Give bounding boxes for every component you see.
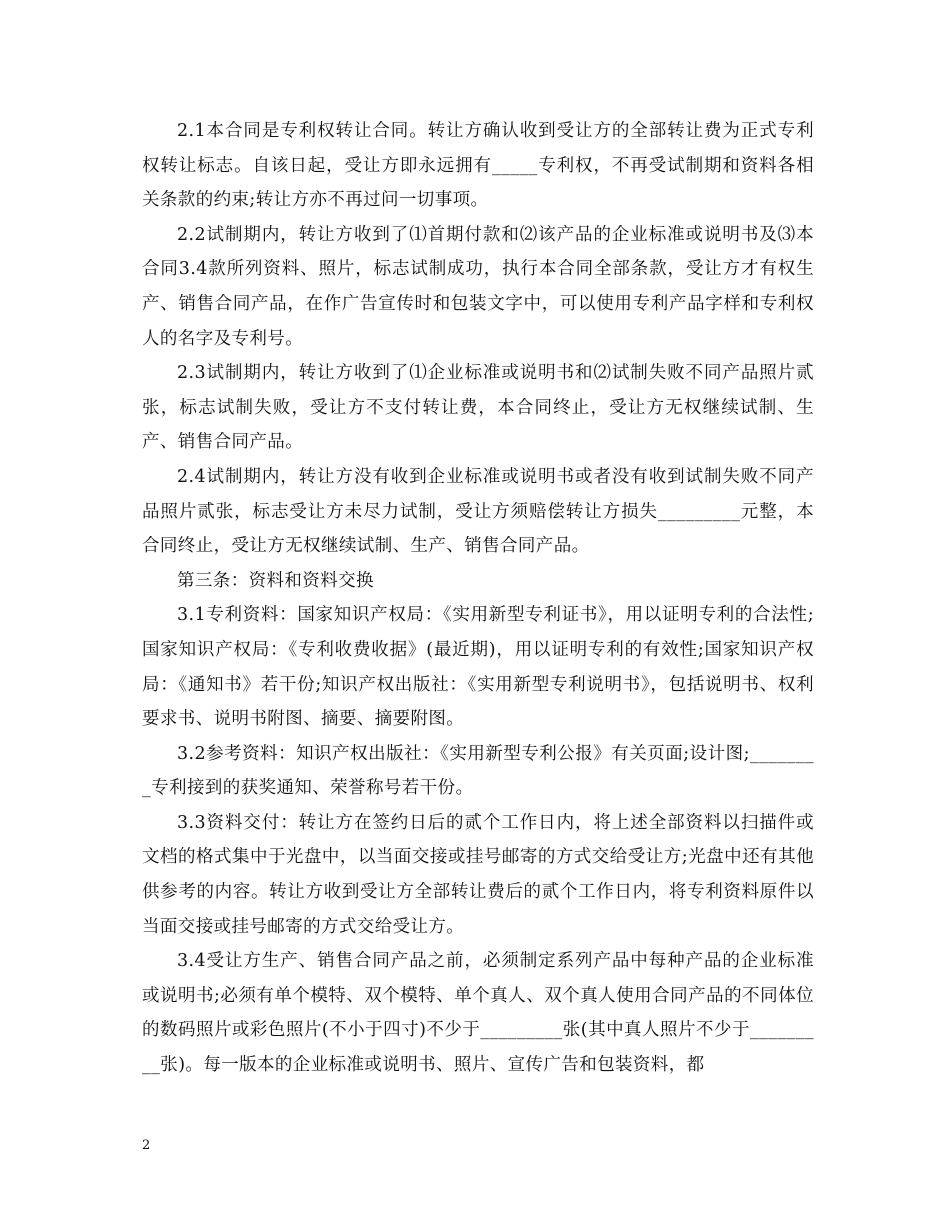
clause-3-1-paragraph: 3.1专利资料：国家知识产权局：《实用新型专利证书》，用以证明专利的合法性;国家知识产权局：《专利收费收据》(最近期)，用以证明专利的有效性;国家知识产权局：《通知书》若干份;知识产权出版社：《实用新型专利说明书》，包括说明书、权利要求书、说明书附图、摘要、摘要附图。 [142,605,814,730]
clause-3-2-paragraph: 3.2参考资料：知识产权出版社：《实用新型专利公报》有关页面;设计图;________专利接到的获奖通知、荣誉称号若干份。 [142,743,814,799]
page-number: 2 [142,1138,151,1153]
document-body [142,114,814,1083]
clause-3-3-paragraph: 3.3资料交付：转让方在签约日后的贰个工作日内，将上述全部资料以扫描件或文档的格式集中于光盘中，以当面交接或挂号邮寄的方式交给受让方;光盘中还有其他供参考的内容。转让方收到受让方全部转让费后的贰个工作日内，将专利资料原件以当面交接或挂号邮寄的方式交给受让方。 [142,812,814,937]
clause-3-4-paragraph: 3.4受让方生产、销售合同产品之前，必须制定系列产品中每种产品的企业标准或说明书;必须有单个模特、双个模特、单个真人、双个真人使用合同产品的不同体位的数码照片或彩色照片(不小于四寸)不少于_________张(其中真人照片不少于_________张)。每一版本的企业标准或说明书、照片、宣传广告和包装资料，都 [142,951,814,1076]
clause-2-3-paragraph: 2.3试制期内，转让方收到了⑴企业标准或说明书和⑵试制失败不同产品照片贰张，标志试制失败，受让方不支付转让费，本合同终止，受让方无权继续试制、生产、销售合同产品。 [142,363,814,453]
clause-2-4-paragraph: 2.4试制期内，转让方没有收到企业标准或说明书或者没有收到试制失败不同产品照片贰张，标志受让方未尽力试制，受让方须赔偿转让方损失_________元整，本合同终止，受让方无权继续试制、生产、销售合同产品。 [142,466,814,557]
clause-2-1-paragraph: 2.1本合同是专利权转让合同。转让方确认收到受让方的全部转让费为正式专利权转让标志。自该日起，受让方即永远拥有_____专利权，不再受试制期和资料各相关条款的约束;转让方亦不再过问一切事项。 [142,121,814,211]
article-3-heading: 第三条：资料和资料交换 [177,570,374,591]
clause-2-2-paragraph: 2.2试制期内，转让方收到了⑴首期付款和⑵该产品的企业标准或说明书及⑶本合同3.4款所列资料、照片，标志试制成功，执行本合同全部条款，受让方才有权生产、销售合同产品，在作广告宣传时和包装文字中，可以使用专利产品字样和专利权人的名字及专利号。 [142,224,814,349]
